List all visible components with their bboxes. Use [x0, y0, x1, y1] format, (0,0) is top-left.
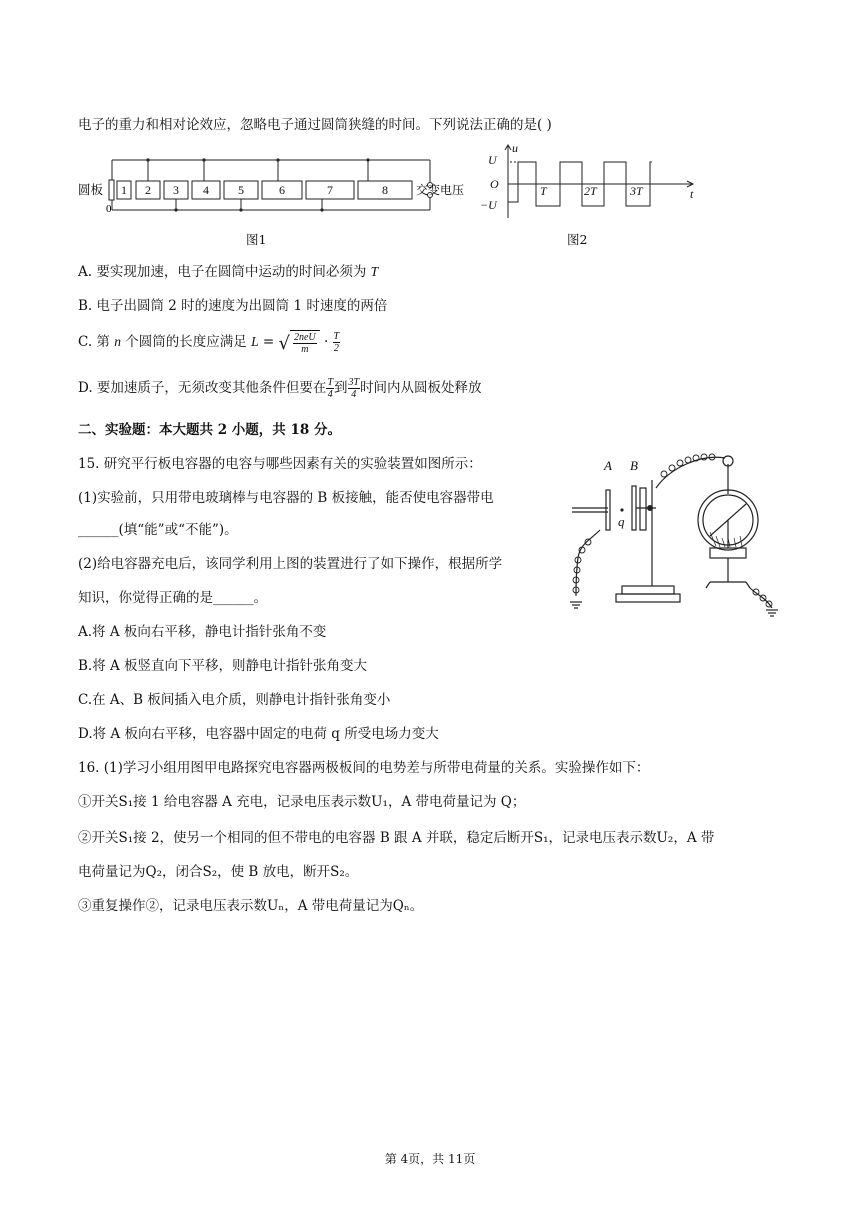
frac-d1-num: T	[327, 377, 333, 388]
section-2-heading: 二、实验题：本大题共 2 小题，共 18 分。	[78, 422, 341, 438]
q15-part2-b: 知识，你觉得正确的是______。	[78, 590, 267, 606]
frac-den-2: 2	[333, 343, 339, 354]
t-axis-label: t	[690, 187, 694, 201]
plate-a-label: A	[604, 458, 612, 473]
tube-label-3: 3	[173, 183, 179, 197]
option-c-mid: 个圆筒的长度应满足	[120, 334, 252, 350]
source-label: 交变电压	[416, 183, 465, 197]
option-c-prefix: C. 第	[78, 334, 115, 350]
tubes	[117, 181, 412, 199]
q16-step-2-b: 电荷量记为Q₂，闭合S₂，使 B 放电，断开S₂。	[78, 864, 359, 880]
q15-option-b: B.将 A 板竖直向下平移，则静电计指针张角变大	[78, 658, 368, 674]
figure-1-tube-accelerator	[76, 150, 465, 220]
q16-stem: 16. (1)学习小组用图甲电路探究电容器两极板间的电势差与所带电荷量的关系。实验操作如下：	[78, 760, 650, 776]
option-c: C. 第 n 个圆筒的长度应满足 L = √ $\frac{\text{2neU}}{m}$ · $\frac{T}{2}$	[78, 331, 340, 355]
frac-num-T: T	[333, 331, 340, 342]
option-a-var: T	[370, 264, 379, 279]
u-pos-label: U	[488, 153, 497, 167]
frac-d1-den: 4	[327, 389, 333, 400]
page-footer: 第 4页，共 11页	[384, 1152, 476, 1166]
tube-label-8: 8	[382, 183, 388, 197]
q15-part2-a: (2)给电容器充电后，该同学利用上图的装置进行了如下操作，根据所学	[78, 556, 503, 572]
q15-stem: 15. 研究平行板电容器的电容与哪些因素有关的实验装置如图所示：	[78, 456, 482, 472]
option-a-text: A. 要实现加速，电子在圆筒中运动的时间必须为	[78, 264, 371, 280]
option-b: B. 电子出圆筒 2 时的速度为出圆筒 1 时速度的两倍	[78, 298, 388, 314]
frac-d2-num: 3T	[348, 377, 360, 388]
tube-label-4: 4	[203, 183, 209, 197]
option-d-to: 到	[334, 380, 348, 396]
option-d	[78, 376, 482, 400]
tube-label-2: 2	[145, 183, 151, 197]
tick-3T: 3T	[630, 184, 643, 198]
charge-q-label: q	[618, 514, 625, 529]
origin-label: O	[490, 177, 499, 191]
q16-step-3: ③重复操作②，记录电压表示数Uₙ，A 带电荷量记为Qₙ。	[78, 898, 424, 914]
figure-2-voltage-wave	[474, 142, 704, 222]
tube-label-7: 7	[327, 183, 333, 197]
q15-part1-b: ______(填“能”或“不能”)。	[78, 522, 238, 538]
u-axis-label: u	[512, 141, 518, 155]
tube-label-5: 5	[238, 183, 244, 197]
plate-label: 圆板	[78, 182, 104, 197]
figure-2-caption: 图2	[567, 232, 588, 247]
tick-T: T	[540, 184, 547, 198]
frac-den-m: m	[301, 344, 309, 355]
option-c-eq: =	[258, 334, 279, 350]
q16-step-2-a: ②开关S₁接 2，使另一个相同的但不带电的电容器 B 跟 A 并联，稳定后断开S₁，记录电压表示数U₂，A 带	[78, 830, 715, 846]
tube-label-6: 6	[279, 183, 285, 197]
figure-1-caption: 图1	[246, 232, 267, 247]
option-c-L: L	[251, 334, 259, 349]
plate-b-label: B	[630, 458, 638, 473]
tube-label-1: 1	[121, 183, 127, 197]
q15-option-d: D.将 A 板向右平移，电容器中固定的电荷 q 所受电场力变大	[78, 726, 439, 742]
frac-d2-den: 4	[351, 389, 357, 400]
capacitor-electrometer-figure	[560, 448, 790, 618]
zero-label: 0	[106, 203, 112, 215]
frac-num-2neU: 2neU	[293, 332, 316, 343]
option-a	[78, 260, 378, 280]
tick-2T: 2T	[584, 184, 597, 198]
intro-line: 电子的重力和相对论效应，忽略电子通过圆筒狭缝的时间。下列说法正确的是( )	[78, 117, 552, 133]
q16-step-1: ①开关S₁接 1 给电容器 A 充电，记录电压表示数U₁，A 带电荷量记为 Q；	[78, 794, 526, 810]
option-d-prefix: D. 要加速质子，无须改变其他条件但要在	[78, 380, 327, 396]
sqrt-expression: √ $\frac{\text{2neU}}{m}$	[279, 330, 320, 355]
q15-option-c: C.在 A、B 板间插入电介质，则静电计指针张角变小	[78, 692, 391, 708]
u-neg-label: −U	[480, 198, 497, 212]
q15-option-a: A.将 A 板向右平移，静电计指针张角不变	[78, 624, 327, 640]
option-c-n: n	[114, 334, 121, 349]
option-d-suffix: 时间内从圆板处释放	[360, 380, 482, 396]
q15-part1-a: (1)实验前，只用带电玻璃棒与电容器的 B 板接触，能否使电容器带电	[78, 490, 494, 506]
